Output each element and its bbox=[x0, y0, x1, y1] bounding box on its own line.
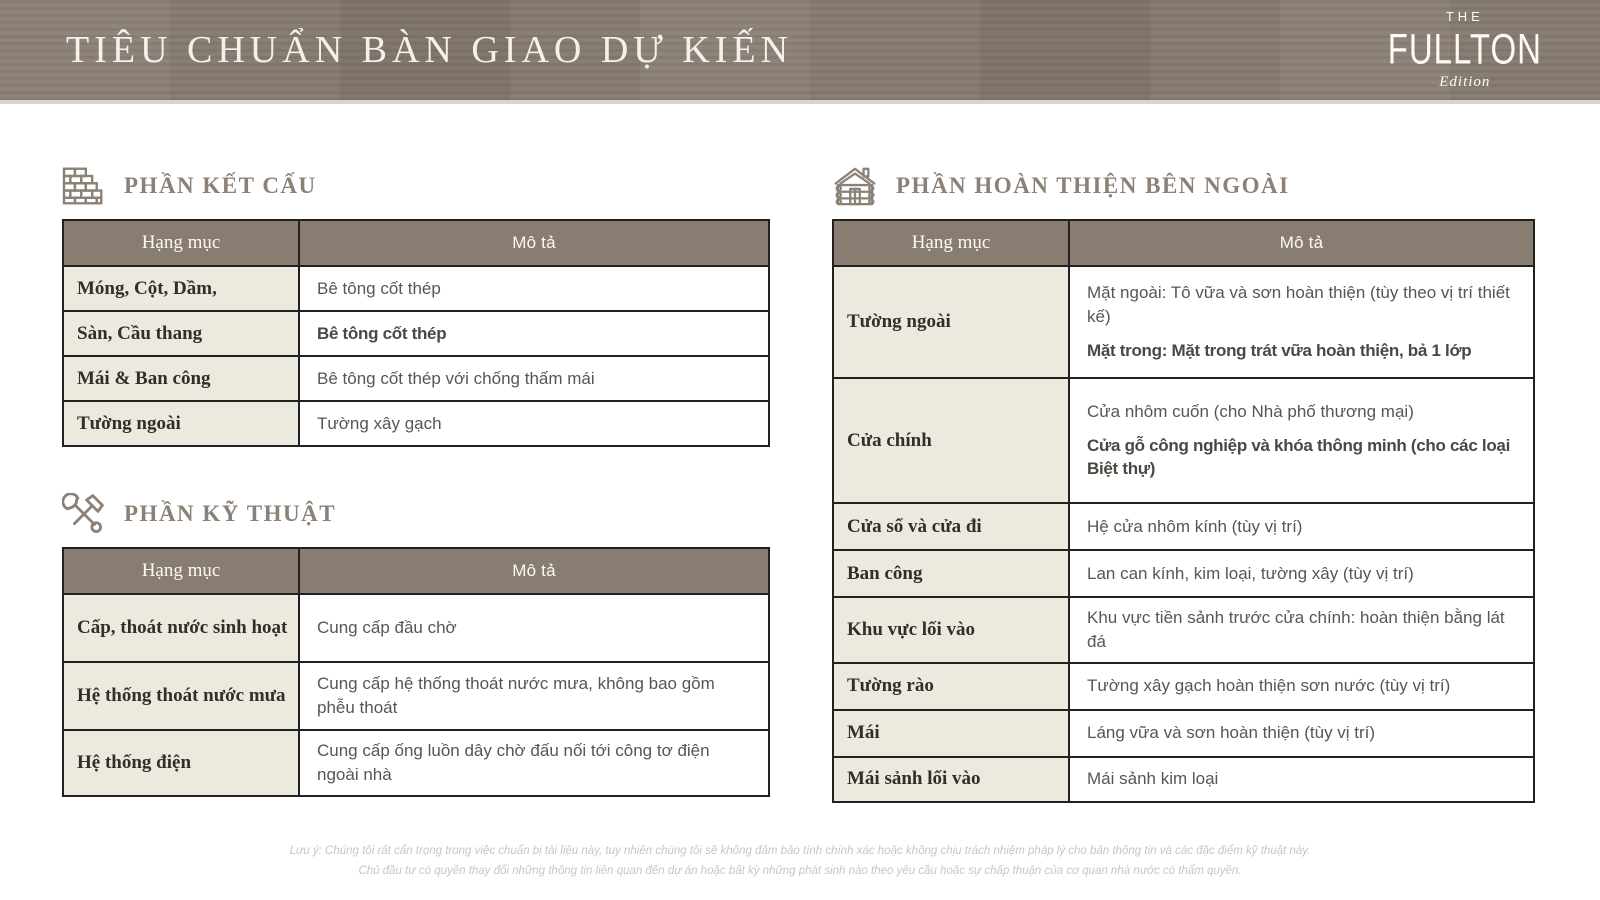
left-column bbox=[62, 163, 770, 797]
table-row bbox=[833, 266, 1534, 378]
table-row bbox=[63, 311, 769, 356]
column-header-desc: Mô tả bbox=[299, 220, 769, 266]
desc-cell: Khu vực tiền sảnh trước cửa chính: hoàn thiện bằng lát đá bbox=[1069, 597, 1534, 663]
desc-cell: Cung cấp hệ thống thoát nước mưa, không bao gồm phễu thoát bbox=[299, 662, 769, 730]
section-technical-heading bbox=[62, 491, 770, 537]
section-exterior-heading bbox=[832, 163, 1535, 209]
brick-wall-icon bbox=[62, 166, 106, 206]
disclaimer-line-2: Chủ đầu tư có quyền thay đổi những thông tin liên quan đến dự án hoặc bất kỳ những phát sinh nào theo yêu cầu hoặc sự chấp thuận của cơ quan nhà nước có thẩm quyền. bbox=[358, 865, 1242, 878]
page-title: TIÊU CHUẨN BÀN GIAO DỰ KIẾN bbox=[66, 29, 794, 71]
item-cell: Cửa sổ và cửa đi bbox=[833, 503, 1069, 550]
desc-cell: Cung cấp ống luồn dây chờ đấu nối tới công tơ điện ngoài nhà bbox=[299, 730, 769, 796]
desc-cell: Láng vữa và sơn hoàn thiện (tùy vị trí) bbox=[1069, 710, 1534, 757]
item-cell: Cấp, thoát nước sinh hoạt bbox=[63, 594, 299, 662]
table-row bbox=[63, 356, 769, 401]
table-row bbox=[833, 710, 1534, 757]
item-cell: Tường ngoài bbox=[833, 266, 1069, 378]
desc-cell: Mặt ngoài: Tô vữa và sơn hoàn thiện (tùy theo vị trí thiết kế) Mặt trong: Mặt trong trát vữa hoàn thiện, bả 1 lớp bbox=[1069, 266, 1534, 378]
section-structure-title: PHẦN KẾT CẤU bbox=[124, 173, 317, 198]
item-cell: Tường ngoài bbox=[63, 401, 299, 446]
column-header-desc: Mô tả bbox=[299, 548, 769, 594]
table-row bbox=[63, 401, 769, 446]
technical-table bbox=[62, 547, 770, 797]
exterior-table bbox=[832, 219, 1535, 803]
table-row bbox=[833, 378, 1534, 503]
header-bar bbox=[0, 0, 1600, 104]
desc-cell: Bê tông cốt thép với chống thấm mái bbox=[299, 356, 769, 401]
item-cell: Mái sảnh lối vào bbox=[833, 757, 1069, 802]
column-header-item: Hạng mục bbox=[833, 220, 1069, 266]
column-header-desc: Mô tả bbox=[1069, 220, 1534, 266]
fullton-logo bbox=[1388, 10, 1542, 90]
table-header-row bbox=[63, 548, 769, 594]
logo-edition: Edition bbox=[1439, 74, 1491, 90]
section-structure-heading bbox=[62, 163, 770, 209]
item-cell: Mái bbox=[833, 710, 1069, 757]
item-cell: Tường rào bbox=[833, 663, 1069, 710]
right-column bbox=[832, 163, 1535, 803]
table-header-row bbox=[833, 220, 1534, 266]
disclaimer-line-1: Lưu ý: Chúng tôi rất cẩn trọng trong việc chuẩn bị tài liệu này, tuy nhiên chúng tôi sẽ không đảm bảo tính chính xác hoặc không chịu trách nhiệm pháp lý cho bản thông tin và các đặc điểm kỹ thuật này. bbox=[289, 844, 1311, 857]
table-row bbox=[63, 730, 769, 796]
desc-cell: Bê tông cốt thép bbox=[299, 266, 769, 311]
column-header-item: Hạng mục bbox=[63, 220, 299, 266]
item-cell: Hệ thống điện bbox=[63, 730, 299, 796]
desc-cell: Tường xây gạch hoàn thiện sơn nước (tùy vị trí) bbox=[1069, 663, 1534, 710]
logo-the: THE bbox=[1445, 9, 1484, 24]
desc-cell: Mái sảnh kim loại bbox=[1069, 757, 1534, 802]
table-row bbox=[833, 757, 1534, 802]
column-header-item: Hạng mục bbox=[63, 548, 299, 594]
item-cell: Sàn, Cầu thang bbox=[63, 311, 299, 356]
item-cell: Móng, Cột, Dầm, bbox=[63, 266, 299, 311]
item-cell: Hệ thống thoát nước mưa bbox=[63, 662, 299, 730]
section-technical-title: PHẦN KỸ THUẬT bbox=[124, 501, 337, 526]
table-header-row bbox=[63, 220, 769, 266]
item-cell: Ban công bbox=[833, 550, 1069, 597]
table-row bbox=[63, 266, 769, 311]
desc-cell: Cửa nhôm cuốn (cho Nhà phố thương mại) Cửa gỗ công nghiệp và khóa thông minh (cho các loại Biệt thự) bbox=[1069, 378, 1534, 503]
section-exterior-title: PHẦN HOÀN THIỆN BÊN NGOÀI bbox=[896, 173, 1290, 198]
desc-cell: Tường xây gạch bbox=[299, 401, 769, 446]
item-cell: Mái & Ban công bbox=[63, 356, 299, 401]
item-cell: Khu vực lối vào bbox=[833, 597, 1069, 663]
desc-cell: Cung cấp đầu chờ bbox=[299, 594, 769, 662]
tools-icon bbox=[62, 493, 106, 535]
table-row bbox=[833, 597, 1534, 663]
table-row bbox=[63, 662, 769, 730]
item-cell: Cửa chính bbox=[833, 378, 1069, 503]
table-row bbox=[833, 503, 1534, 550]
desc-cell: Hệ cửa nhôm kính (tùy vị trí) bbox=[1069, 503, 1534, 550]
desc-cell: Bê tông cốt thép bbox=[299, 311, 769, 356]
table-row bbox=[63, 594, 769, 662]
disclaimer bbox=[0, 841, 1600, 882]
table-row bbox=[833, 550, 1534, 597]
structure-table bbox=[62, 219, 770, 447]
table-row bbox=[833, 663, 1534, 710]
logo-name: FULLTON bbox=[1387, 24, 1542, 73]
cabin-icon bbox=[832, 165, 878, 207]
desc-cell: Lan can kính, kim loại, tường xây (tùy vị trí) bbox=[1069, 550, 1534, 597]
